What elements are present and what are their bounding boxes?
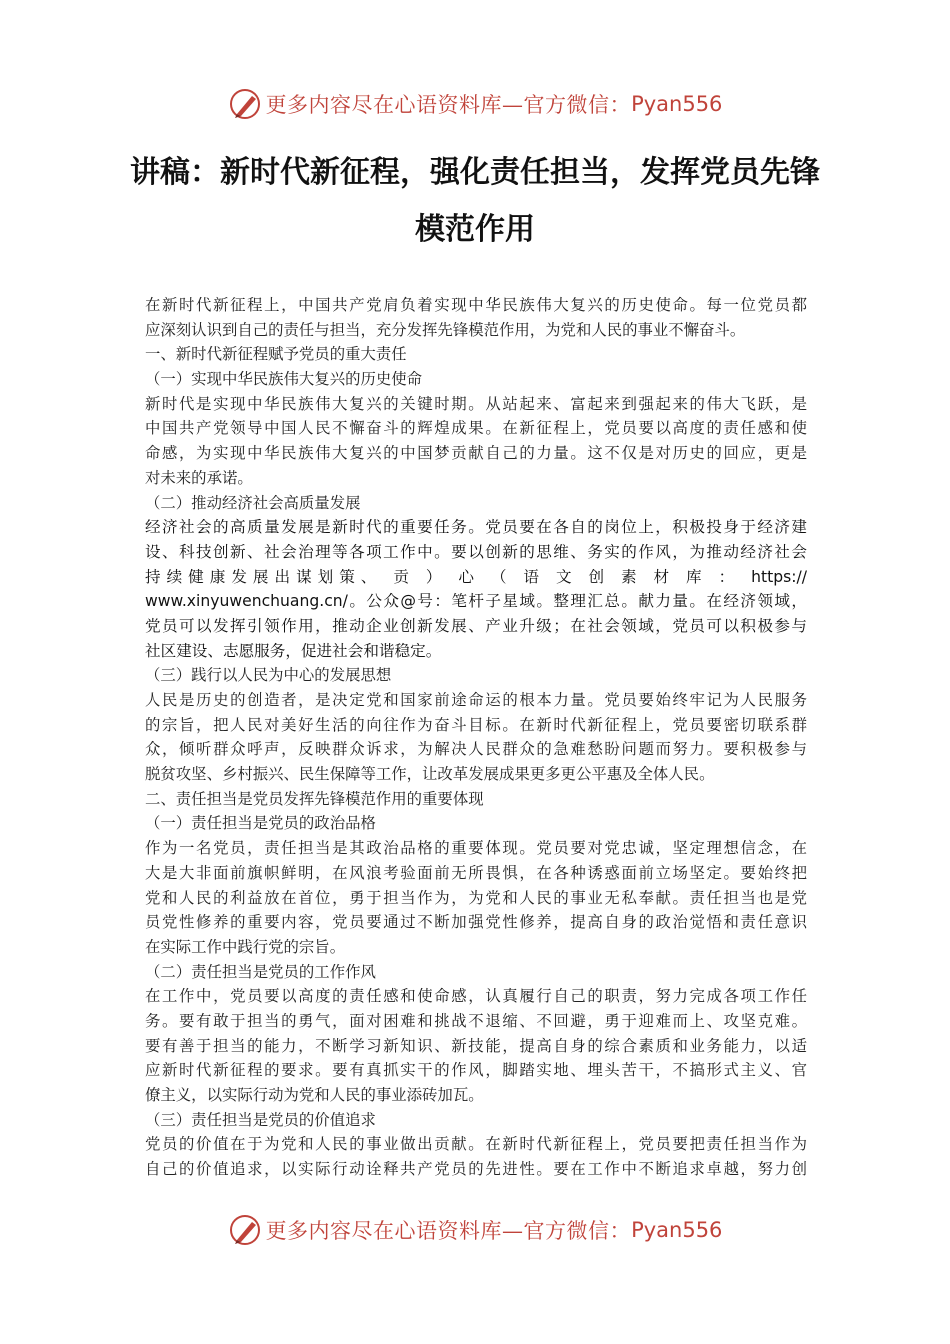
- body-line: 作为一名党员，责任担当是其政治品格的重要体现。党员要对党忠诚，坚定理想信念，在: [145, 839, 807, 858]
- body-line: 设、科技创新、社会治理等各项工作中。要以创新的思维、务实的作风，为推动经济社会: [145, 542, 807, 561]
- pen-logo-icon: [228, 87, 262, 121]
- body-line: 应新时代新征程的要求。要有真抓实干的作风，脚踏实地、埋头苦干，不搞形式主义、官: [145, 1061, 807, 1080]
- body-line: 持续健康发展出谋划策、 贡 ） 心 （ 语 文 创 素 材 库 ： https://: [145, 567, 807, 586]
- body-line: 在实际工作中践行党的宗旨。: [145, 937, 346, 956]
- subsection-heading: （一）实现中华民族伟大复兴的历史使命: [145, 370, 423, 389]
- body-line: www.xinyuwenchuang.cn/。公众@号：笔杆子星域。整理汇总。献力量。在经济领域，: [145, 592, 807, 611]
- banner-account: Pyan556: [631, 1218, 723, 1242]
- header-banner: [0, 84, 950, 124]
- body-line: 自己的价值追求，以实际行动诠释共产党员的先进性。要在工作中不断追求卓越，努力创: [145, 1160, 807, 1179]
- article-body: [145, 293, 807, 1182]
- body-line: 众，倾听群众呼声，反映群众诉求，为解决人民群众的急难愁盼问题而努力。要积极参与: [145, 740, 807, 759]
- body-line: 员党性修养的重要内容，党员要通过不断加强党性修养，提高自身的政治觉悟和责任意识: [145, 913, 807, 932]
- body-line: 对未来的承诺。: [145, 468, 253, 487]
- body-line: 大是大非面前旗帜鲜明，在风浪考验面前无所畏惧，在各种诱惑面前立场坚定。要始终把: [145, 863, 807, 882]
- body-line: 务。要有敢于担当的勇气，面对困难和挑战不退缩、不回避，勇于迎难而上、攻坚克难。: [145, 1011, 807, 1030]
- section-heading: 一、新时代新征程赋予党员的重大责任: [145, 345, 407, 364]
- banner-text: 更多内容尽在心语资料库—官方微信：: [265, 1219, 632, 1243]
- title-line-1: 讲稿：新时代新征程，强化责任担当，发挥党员先锋: [130, 155, 820, 190]
- banner-text: 更多内容尽在心语资料库—官方微信：: [265, 93, 632, 117]
- section-heading: 二、责任担当是党员发挥先锋模范作用的重要体现: [145, 789, 484, 808]
- body-line: 在工作中，党员要以高度的责任感和使命感，认真履行自己的职责，努力完成各项工作任: [145, 987, 807, 1006]
- body-line: 党和人民的利益放在首位，勇于担当作为，为党和人民的事业无私奉献。责任担当也是党: [145, 888, 807, 907]
- body-line: 新时代是实现中华民族伟大复兴的关键时期。从站起来、富起来到强起来的伟大飞跃，是: [145, 394, 807, 413]
- body-line: 要有善于担当的能力，不断学习新知识、新技能，提高自身的综合素质和业务能力，以适: [145, 1036, 807, 1055]
- body-line: 的宗旨，把人民对美好生活的向往作为奋斗目标。在新时代新征程上，党员要密切联系群: [145, 715, 807, 734]
- subsection-heading: （三）责任担当是党员的价值追求: [145, 1110, 376, 1129]
- subsection-heading: （一）责任担当是党员的政治品格: [145, 814, 376, 833]
- body-line: 僚主义，以实际行动为党和人民的事业添砖加瓦。: [145, 1086, 484, 1104]
- body-line: 社区建设、志愿服务，促进社会和谐稳定。: [145, 641, 442, 660]
- body-line: 人民是历史的创造者，是决定党和国家前途命运的根本力量。党员要始终牢记为人民服务: [145, 691, 807, 709]
- pen-logo-icon: [228, 1213, 262, 1247]
- body-line: 在新时代新征程上，中国共产党肩负着实现中华民族伟大复兴的历史使命。每一位党员都: [145, 296, 807, 314]
- body-line: 党员的价值在于为党和人民的事业做出贡献。在新时代新征程上，党员要把责任担当作为: [145, 1135, 807, 1154]
- footer-banner: [0, 1210, 950, 1250]
- title-line-2: 模范作用: [415, 212, 535, 247]
- body-line: 命感，为实现中华民族伟大复兴的中国梦贡献自己的力量。这不仅是对历史的回应，更是: [145, 444, 807, 463]
- body-line: 应深刻认识到自己的责任与担当，充分发挥先锋模范作用，为党和人民的事业不懈奋斗。: [145, 320, 746, 339]
- body-line: 经济社会的高质量发展是新时代的重要任务。党员要在各自的岗位上，积极投身于经济建: [145, 518, 807, 537]
- body-line: 脱贫攻坚、乡村振兴、民生保障等工作，让改革发展成果更多更公平惠及全体人民。: [145, 765, 715, 784]
- subsection-heading: （二）推动经济社会高质量发展: [145, 493, 361, 512]
- body-line: 中国共产党领导中国人民不懈奋斗的辉煌成果。在新征程上，党员要以高度的责任感和使: [145, 419, 807, 438]
- body-line: 党员可以发挥引领作用，推动企业创新发展、产业升级；在社会领域，党员可以积极参与: [145, 616, 807, 635]
- subsection-heading: （二）责任担当是党员的工作作风: [145, 962, 376, 981]
- banner-account: Pyan556: [631, 92, 723, 116]
- subsection-heading: （三）践行以人民为中心的发展思想: [145, 666, 392, 685]
- page-title: [100, 144, 850, 258]
